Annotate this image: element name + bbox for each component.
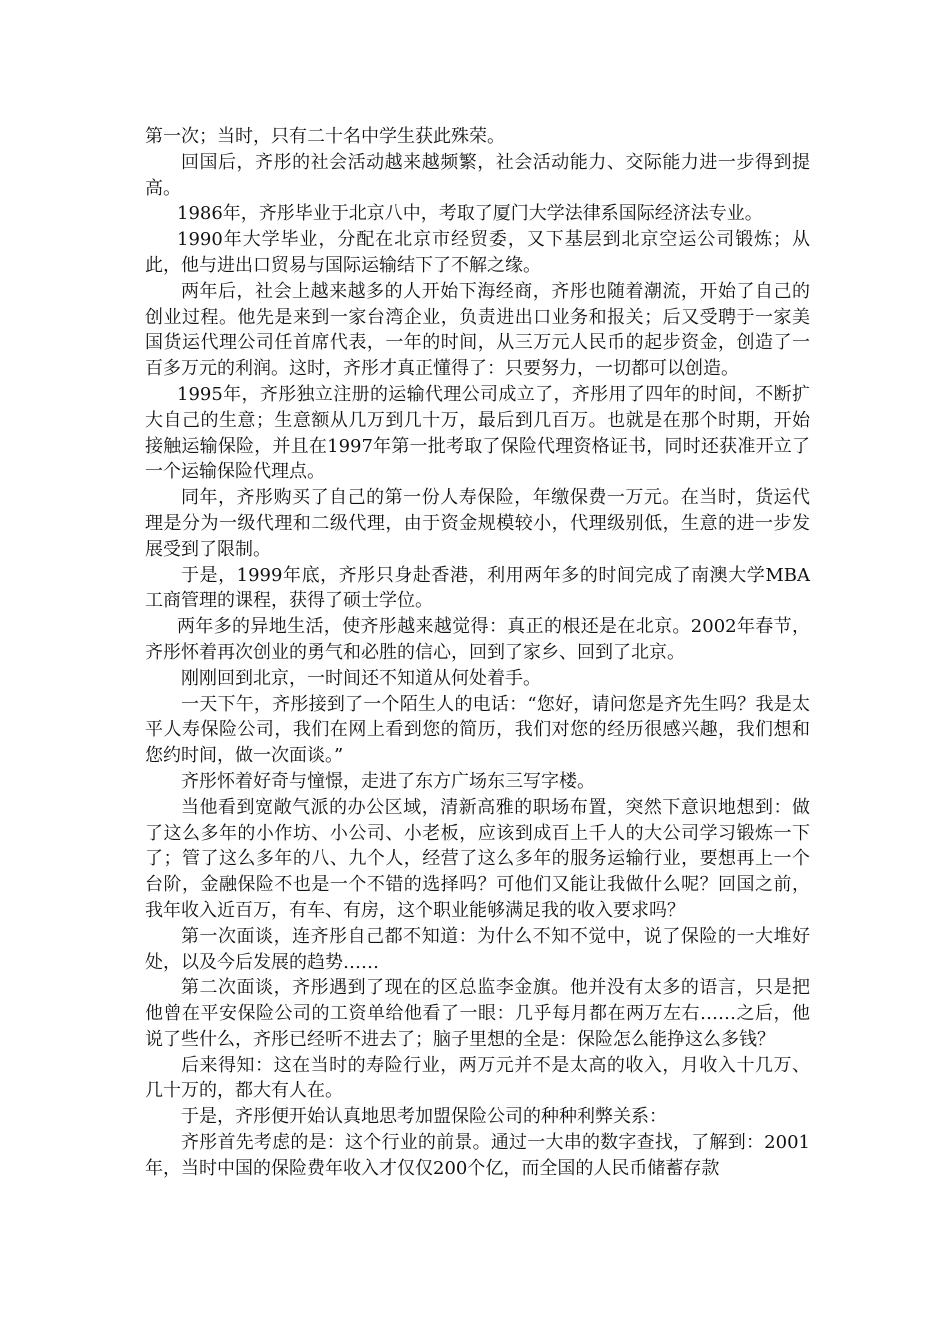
paragraph-11: 一天下午，齐彤接到了一个陌生人的电话：“您好，请问您是齐先生吗？我是太平人寿保险公司，我们在网上看到您的简历，我们对您的经历很感兴趣，我们想和您约时间，做一次面谈。” <box>145 693 810 767</box>
document-body <box>145 124 810 1182</box>
paragraph-17: 于是，齐彤便开始认真地思考加盟保险公司的种种利弊关系： <box>181 1106 667 1128</box>
paragraph-1: 第一次；当时，只有二十名中学生获此殊荣。 <box>145 126 505 147</box>
paragraph-6: 1995年，齐彤独立注册的运输代理公司成立了，齐彤用了四年的时间，不断扩大自己的生意；生意额从几万到几十万，最后到几百万。也就是在那个时期，开始接触运输保险，并且在1997年第一批考取了保险代理资格证书，同时还获准开立了一个运输保险代理点。 <box>145 383 810 483</box>
paragraph-18: 齐彤首先考虑的是：这个行业的前景。通过一大串的数字查找，了解到：2001年，当时中国的保险费年收入才仅仅200个亿，而全国的人民币储蓄存款 <box>145 1132 810 1179</box>
paragraph-5: 两年后，社会上越来越多的人开始下海经商，齐彤也随着潮流，开始了自己的创业过程。他先是来到一家台湾企业，负责进出口业务和报关；后又受聘于一家美国货运代理公司任首席代表，一年的时间，从三万元人民币的起步资金，创造了一百多万元的利润。这时，齐彤才真正懂得了：只要努力，一切都可以创造。 <box>145 280 810 380</box>
paragraph-2: 回国后，齐彤的社会活动越来越频繁，社会活动能力、交际能力进一步得到提高。 <box>145 151 810 199</box>
paragraph-15: 第二次面谈，齐彤遇到了现在的区总监李金旗。他并没有太多的语言，只是把他曾在平安保险公司的工资单给他看了一眼：几乎每月都在两万左右……之后，他说了些什么，齐彤已经听不进去了；脑子里想的全是：保险怎么能挣这么多钱？ <box>145 977 810 1050</box>
paragraph-7: 同年，齐彤购买了自己的第一份人寿保险，年缴保费一万元。在当时，货运代理是分为一级代理和二级代理，由于资金规模较小，代理级别低，生意的进一步发展受到了限制。 <box>145 487 810 560</box>
paragraph-10: 刚刚回到北京，一时间还不知道从何处着手。 <box>181 667 541 689</box>
paragraph-12: 齐彤怀着好奇与憧憬，走进了东方广场东三写字楼。 <box>181 770 595 792</box>
paragraph-9: 两年多的异地生活，使齐彤越来越觉得：真正的根还是在北京。2002年春节，齐彤怀着再次创业的勇气和必胜的信心，回到了家乡、回到了北京。 <box>145 616 810 663</box>
paragraph-16: 后来得知：这在当时的寿险行业，两万元并不是太高的收入，月收入十几万、几十万的，都大有人在。 <box>145 1054 810 1102</box>
paragraph-13: 当他看到宽敞气派的办公区域，清新高雅的职场布置，突然下意识地想到：做了这么多年的小作坊、小公司、小老板，应该到成百上千人的大公司学习锻炼一下了；管了这么多年的八、九个人，经营了这么多年的服务运输行业，要想再上一个台阶，金融保险不也是一个不错的选择吗？可他们又能让我做什么呢？回国之前，我年收入近百万，有车、有房，这个职业能够满足我的收入要求吗？ <box>145 796 810 921</box>
paragraph-4: 1990年大学毕业，分配在北京市经贸委，又下基层到北京空运公司锻炼；从此，他与进出口贸易与国际运输结下了不解之缘。 <box>145 229 810 276</box>
paragraph-14: 第一次面谈，连齐彤自己都不知道：为什么不知不觉中，说了保险的一大堆好处，以及今后发展的趋势…… <box>145 925 810 973</box>
paragraph-8: 于是，1999年底，齐彤只身赴香港，利用两年多的时间完成了南澳大学MBA工商管理的课程，获得了硕士学位。 <box>145 564 810 612</box>
paragraph-3: 1986年，齐彤毕业于北京八中，考取了厦门大学法律系国际经济法专业。 <box>177 203 763 225</box>
